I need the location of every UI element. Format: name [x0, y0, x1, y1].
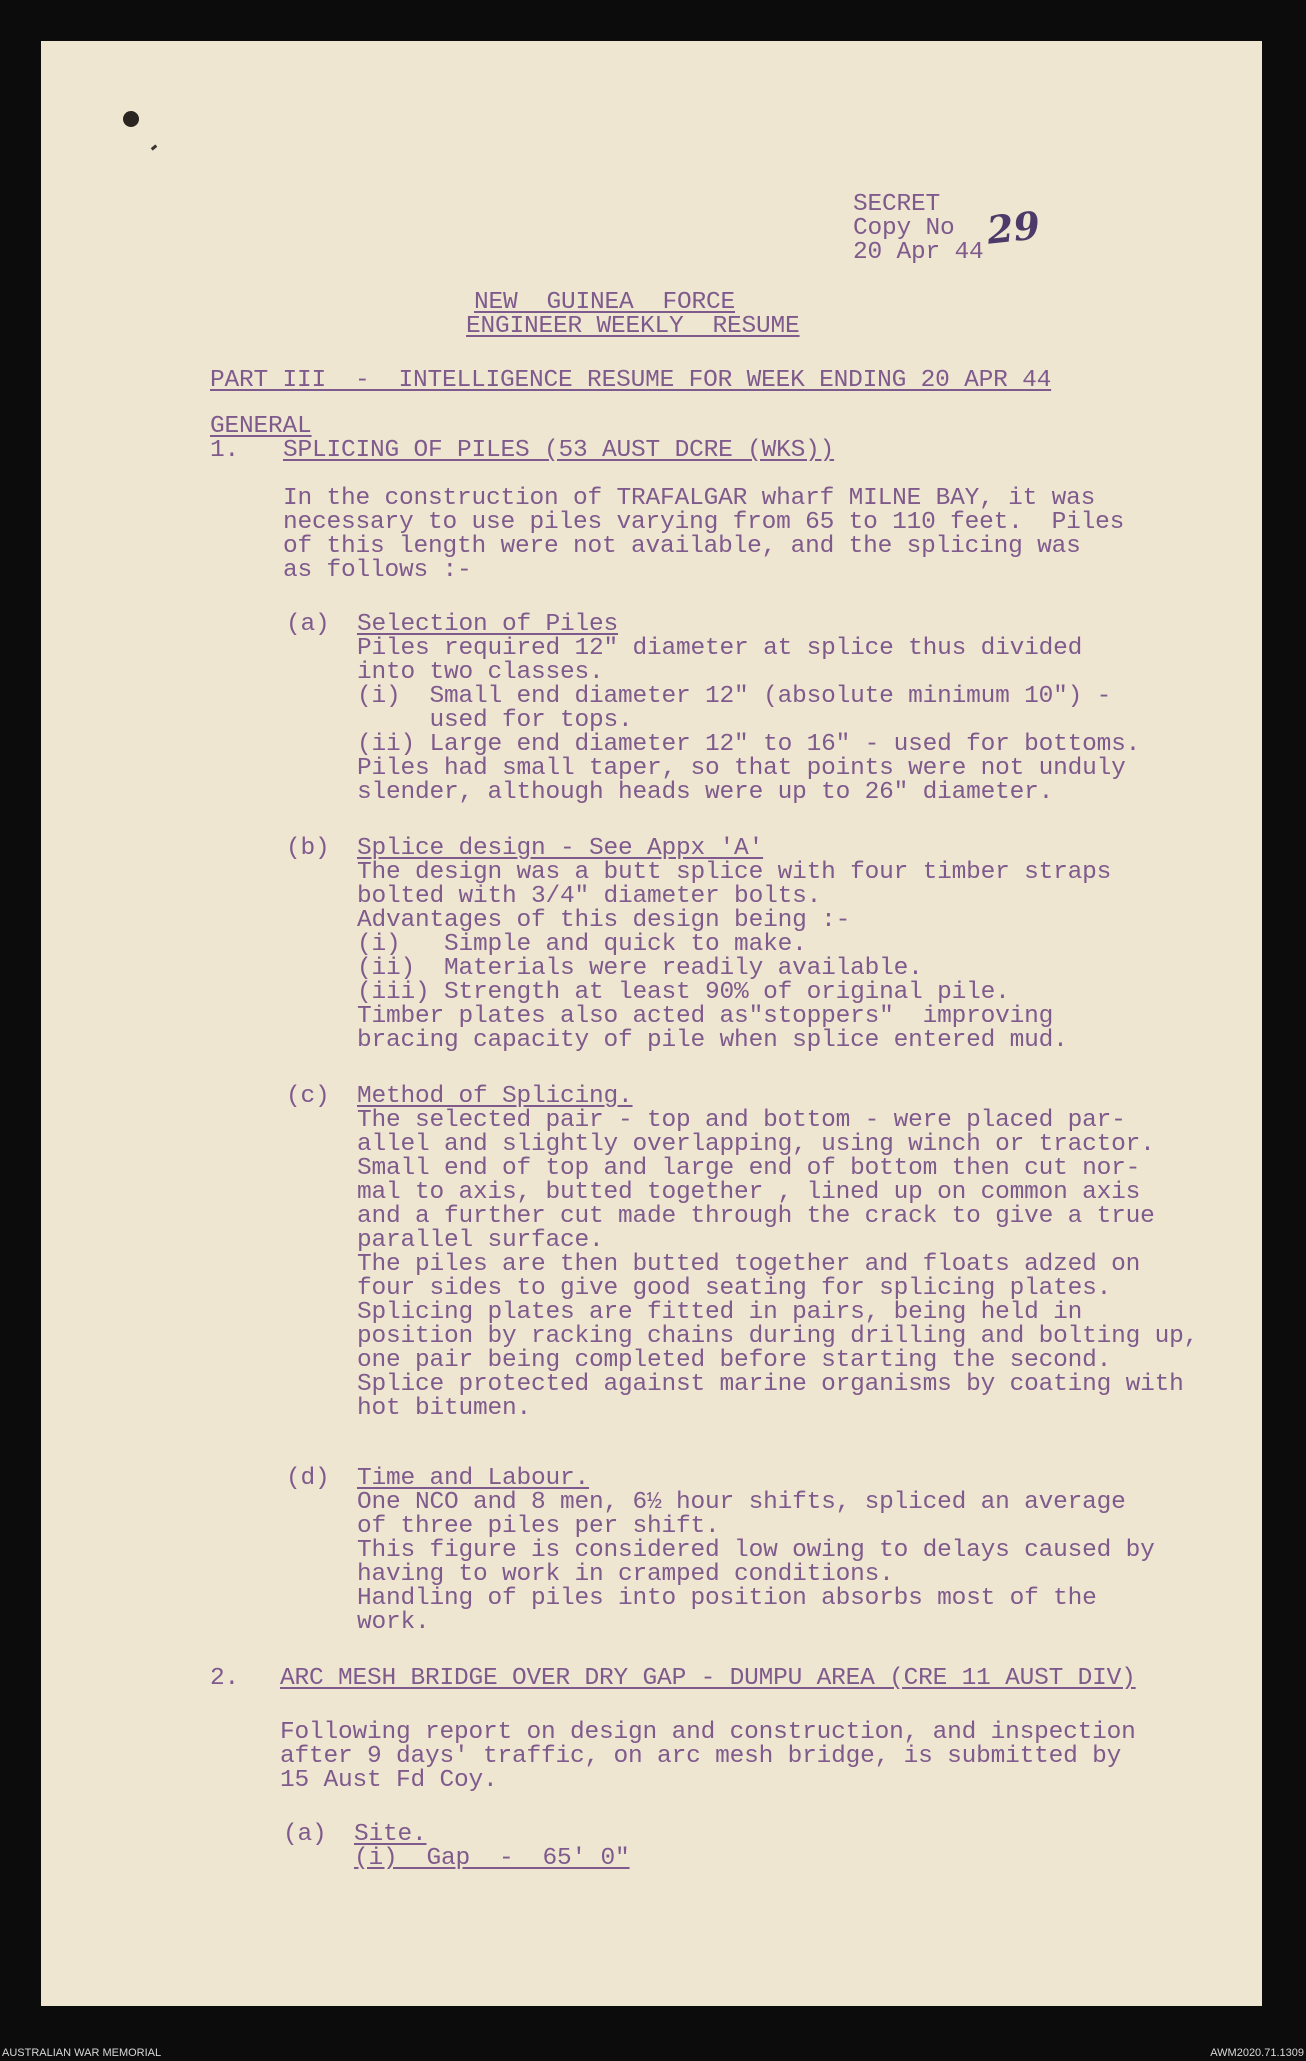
paragraph-line: into two classes.	[357, 659, 604, 686]
section-2-heading: ARC MESH BRIDGE OVER DRY GAP - DUMPU AREA (CRE 11 AUST DIV)	[280, 1665, 1136, 1692]
paragraph-line: One NCO and 8 men, 6½ hour shifts, spliced an average	[357, 1489, 1126, 1516]
paragraph-line: Small end of top and large end of bottom then cut nor-	[357, 1155, 1141, 1182]
paragraph-line: Following report on design and construction, and inspection	[280, 1719, 1136, 1746]
paragraph-line: The design was a butt splice with four timber straps	[357, 859, 1112, 886]
paragraph-line: (i) Simple and quick to make.	[357, 931, 807, 958]
subsection-c-marker: (c)	[286, 1083, 330, 1110]
paragraph-line: work.	[357, 1609, 430, 1636]
section-1-heading: SPLICING OF PILES (53 AUST DCRE (WKS))	[283, 437, 835, 464]
paragraph-line: mal to axis, butted together , lined up on common axis	[357, 1179, 1141, 1206]
paragraph-line: Advantages of this design being :-	[357, 907, 851, 934]
paragraph-line: (i) Small end diameter 12" (absolute minimum 10") -	[357, 683, 1112, 710]
title-line-1: NEW GUINEA FORCE	[474, 289, 736, 316]
footer-accession-number: AWM2020.71.1309	[1210, 2047, 1304, 2059]
copy-label: Copy No	[853, 215, 955, 242]
subsection-d-marker: (d)	[286, 1465, 330, 1492]
paragraph-line: having to work in cramped conditions.	[357, 1561, 894, 1588]
subsection-a-marker: (a)	[286, 611, 330, 638]
paragraph-line: and a further cut made through the crack to give a true	[357, 1203, 1155, 1230]
title-line-2: ENGINEER WEEKLY RESUME	[466, 313, 800, 340]
paragraph-line: (ii) Large end diameter 12" to 16" - used for bottoms.	[357, 731, 1141, 758]
section-1-number: 1.	[210, 437, 240, 464]
paragraph-line: The piles are then butted together and floats adzed on	[357, 1251, 1141, 1278]
part-heading: PART III - INTELLIGENCE RESUME FOR WEEK ENDING 20 APR 44	[210, 367, 1052, 394]
paragraph-line: Piles had small taper, so that points were not unduly	[357, 755, 1126, 782]
paragraph-line: bracing capacity of pile when splice entered mud.	[357, 1027, 1068, 1054]
paragraph-line: of this length were not available, and the splicing was	[283, 533, 1081, 560]
copy-number-handwritten: 29	[984, 202, 1043, 253]
paragraph-line: parallel surface.	[357, 1227, 604, 1254]
paragraph-line: bolted with 3/4" diameter bolts.	[357, 883, 822, 910]
paragraph-line: slender, although heads were up to 26" diameter.	[357, 779, 1054, 806]
paragraph-line: Splice protected against marine organisms by coating with	[357, 1371, 1184, 1398]
subsection-d-title: Time and Labour.	[357, 1465, 590, 1492]
paragraph-line: In the construction of TRAFALGAR wharf MILNE BAY, it was	[283, 485, 1096, 512]
paragraph-line: four sides to give good seating for splicing plates.	[357, 1275, 1112, 1302]
paragraph-line: Handling of piles into position absorbs most of the	[357, 1585, 1097, 1612]
paragraph-line: used for tops.	[357, 707, 633, 734]
document-date: 20 Apr 44	[853, 239, 984, 266]
paragraph-line: of three piles per shift.	[357, 1513, 720, 1540]
section-2-subsection-a-marker: (a)	[283, 1821, 327, 1848]
paragraph-line: Timber plates also acted as"stoppers" improving	[357, 1003, 1054, 1030]
paragraph-line: hot bitumen.	[357, 1395, 532, 1422]
paragraph-line: position by racking chains during drilling and bolting up,	[357, 1323, 1199, 1350]
paragraph-line: one pair being completed before starting the second.	[357, 1347, 1112, 1374]
paragraph-line: necessary to use piles varying from 65 to 110 feet. Piles	[283, 509, 1125, 536]
paragraph-line: allel and slightly overlapping, using winch or tractor.	[357, 1131, 1155, 1158]
paragraph-line: (iii) Strength at least 90% of original pile.	[357, 979, 1010, 1006]
paragraph-line: This figure is considered low owing to delays caused by	[357, 1537, 1155, 1564]
paragraph-line: after 9 days' traffic, on arc mesh bridge, is submitted by	[280, 1743, 1122, 1770]
paragraph-line: Splicing plates are fitted in pairs, being held in	[357, 1299, 1083, 1326]
general-heading: GENERAL	[210, 413, 312, 440]
punch-hole	[123, 111, 139, 127]
paragraph-line: (i) Gap - 65' 0"	[354, 1845, 630, 1872]
subsection-b-marker: (b)	[286, 835, 330, 862]
paragraph-line: (ii) Materials were readily available.	[357, 955, 923, 982]
section-2-number: 2.	[210, 1665, 240, 1692]
section-2-subsection-a-title: Site.	[354, 1821, 427, 1848]
paragraph-line: 15 Aust Fd Coy.	[280, 1767, 498, 1794]
paragraph-line: The selected pair - top and bottom - were placed par-	[357, 1107, 1126, 1134]
paragraph-line: Piles required 12" diameter at splice thus divided	[357, 635, 1083, 662]
subsection-a-title: Selection of Piles	[357, 611, 619, 638]
subsection-b-title: Splice design - See Appx 'A'	[357, 835, 764, 862]
footer-archive-label: AUSTRALIAN WAR MEMORIAL	[2, 2047, 162, 2059]
subsection-c-title: Method of Splicing.	[357, 1083, 633, 1110]
paragraph-line: as follows :-	[283, 557, 472, 584]
classification-label: SECRET	[853, 191, 941, 218]
